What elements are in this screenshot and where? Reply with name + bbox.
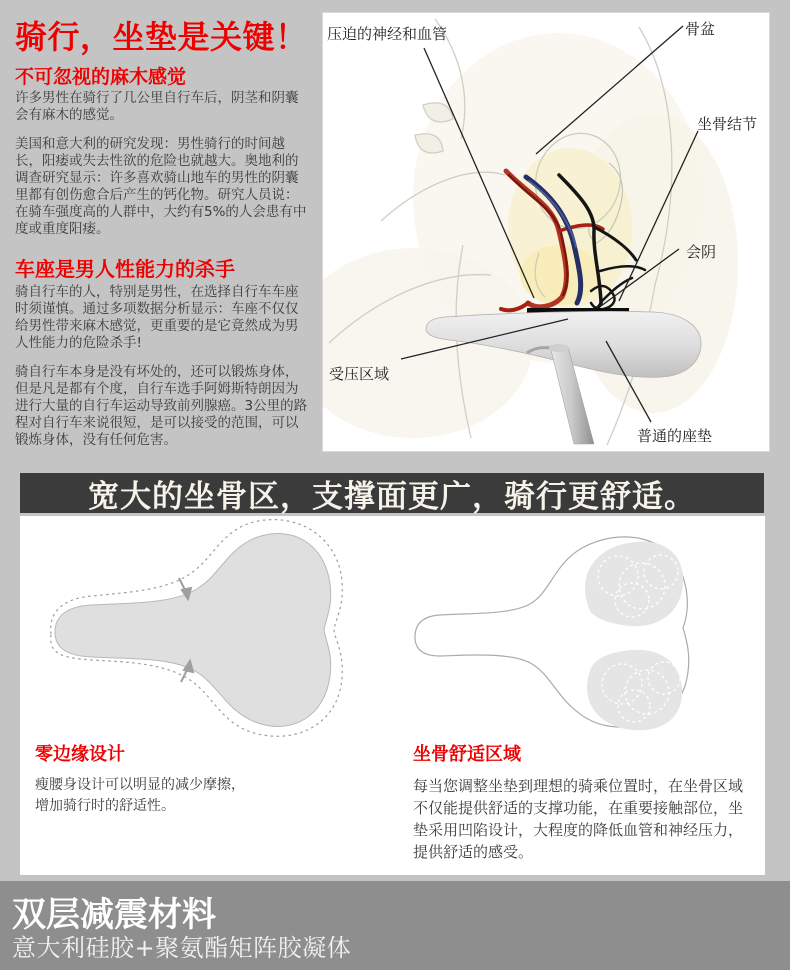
section1-paragraph-2: 美国和意大利的研究发现：男性骑行的时间越长，阳痿或失去性欲的危险也就越大。奥地利的调查研究显示：许多喜欢骑山地车的男性的阴囊里都有创伤愈合后产生的钙化物。研究人员说：在骑车强度高的人群中，大约有5%的人会患有中度或重度阳痿。 — [15, 136, 307, 237]
page-title: 骑行，坐垫是关键！ — [15, 18, 308, 56]
label-pressure-area: 受压区域 — [329, 365, 390, 383]
material-banner — [0, 881, 790, 970]
material-banner-title: 双层减震材料 — [12, 895, 216, 935]
material-banner-subtitle: 意大利硅胶+聚氨酯矩阵胶凝体 — [12, 934, 352, 962]
feature-sit-bone-body: 每当您调整坐垫到理想的骑乘位置时，在坐骨区域不仅能提供舒适的支撑功能，在重要接触部位，坐垫采用凹陷设计，大程度的降低血管和神经压力，提供舒适的感受。 — [413, 777, 744, 861]
headline-banner — [20, 473, 764, 513]
section1-paragraph-1: 许多男性在骑行了几公里自行车后，阴茎和阴囊会有麻木的感觉。 — [15, 90, 299, 123]
label-ordinary-saddle: 普通的座垫 — [637, 427, 713, 445]
features-panel — [20, 516, 765, 875]
feature-zero-edge — [35, 740, 275, 817]
anatomy-diagram-panel — [322, 12, 770, 452]
feature-zero-edge-body: 瘦腰身设计可以明显的减少摩擦，增加骑行时的舒适性。 — [35, 777, 245, 814]
section1-heading: 不可忽视的麻木感觉 — [15, 66, 187, 88]
section2-paragraph-2: 骑自行车本身是没有坏处的，还可以锻炼身体，但是凡是都有个度，自行车选手阿姆斯特朗因为进行大量的自行车运动导致前列腺癌。3公里的路程对自行车来说很短，是可以接受的范围，可以锻炼身体，没有任何危害。 — [15, 364, 308, 448]
feature-sit-bone-comfort — [413, 740, 755, 863]
section2-paragraph-1: 骑自行车的人，特别是男性，在选择自行车车座时须谨慎。通过多项数据分析显示：车座不仅仅给男性带来麻木感觉，更重要的是它竟然成为男人性能力的危险杀手! — [15, 284, 299, 351]
feature-sit-bone-heading: 坐骨舒适区域 — [413, 744, 521, 765]
sit-bone-comfort-saddle-illustration — [415, 537, 689, 730]
label-perineum: 会阴 — [686, 243, 717, 261]
headline-banner-text: 宽大的坐骨区，支撑面更广，骑行更舒适。 — [88, 478, 696, 515]
label-compressed-nerves: 压迫的神经和血管 — [327, 25, 448, 43]
feature-zero-edge-heading: 零边缘设计 — [35, 744, 125, 765]
label-sit-bone-node: 坐骨结节 — [697, 115, 758, 133]
left-text-column — [15, 0, 322, 465]
slim-saddle-shape — [55, 534, 331, 727]
anatomy-diagram-illustration — [323, 13, 771, 453]
zero-edge-saddle-illustration — [51, 520, 343, 737]
section2-heading: 车座是男人性能力的杀手 — [15, 257, 235, 281]
label-pelvis: 骨盆 — [685, 20, 716, 38]
